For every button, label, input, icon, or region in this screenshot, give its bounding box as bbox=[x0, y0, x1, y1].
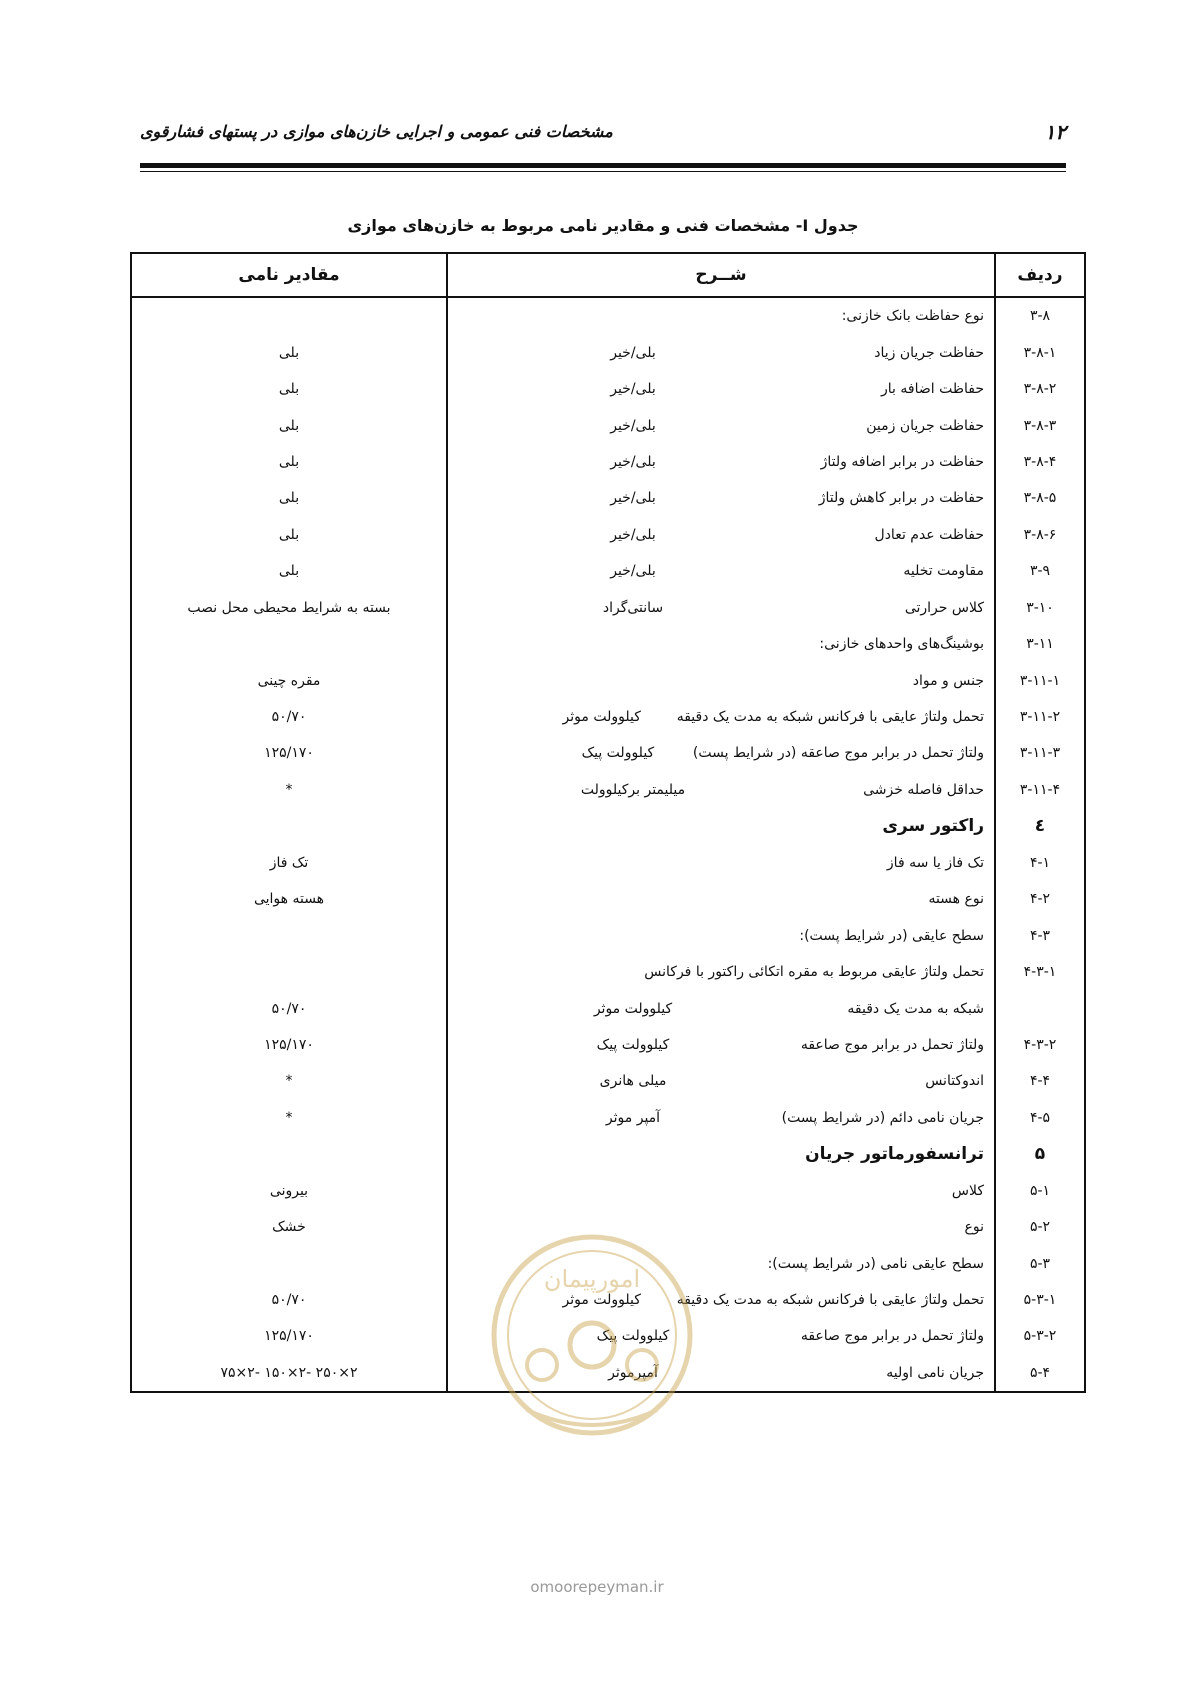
row-value: ۵۰/۷۰ bbox=[131, 699, 447, 735]
table-row bbox=[131, 662, 1085, 698]
table-row bbox=[131, 334, 1085, 370]
row-description: نوع حفاظت بانک خازنی: bbox=[841, 308, 984, 325]
row-description: اندوکتانس bbox=[925, 1073, 984, 1090]
header-description: شــرح bbox=[447, 253, 995, 297]
row-number: ۴-۵ bbox=[995, 1100, 1085, 1136]
table-row bbox=[131, 626, 1085, 662]
row-description: ولتاژ تحمل در برابر موج صاعقه bbox=[800, 1036, 984, 1053]
row-number: ۳-۸-۶ bbox=[995, 517, 1085, 553]
table-row bbox=[131, 699, 1085, 735]
row-value bbox=[131, 626, 447, 662]
table-row bbox=[131, 1063, 1085, 1099]
table-row bbox=[131, 772, 1085, 808]
row-description-cell bbox=[447, 590, 995, 626]
row-value: بلی bbox=[131, 553, 447, 589]
row-description: کلاس bbox=[951, 1182, 984, 1199]
row-description: ترانسفورماتور جریان bbox=[805, 1144, 984, 1165]
row-number: ۴-۱ bbox=[995, 845, 1085, 881]
row-value: بلی bbox=[131, 517, 447, 553]
row-description: تحمل ولتاژ عایقی با فرکانس شبکه به مدت یک دقیقه bbox=[676, 709, 984, 726]
row-value: مقره چینی bbox=[131, 662, 447, 698]
row-description-cell bbox=[447, 1136, 995, 1172]
row-number: ۴-۴ bbox=[995, 1063, 1085, 1099]
row-unit: میلیمتر برکیلوولت bbox=[580, 781, 686, 798]
row-description: ولتاژ تحمل در برابر موج صاعقه bbox=[800, 1328, 984, 1345]
table-row bbox=[131, 553, 1085, 589]
row-number: ۳-۱۱ bbox=[995, 626, 1085, 662]
row-value: بلی bbox=[131, 480, 447, 516]
row-description-cell bbox=[447, 480, 995, 516]
row-value: ۵۰/۷۰ bbox=[131, 990, 447, 1026]
row-number: ۳-۱۱-۳ bbox=[995, 735, 1085, 771]
row-number: ۳-۸-۲ bbox=[995, 371, 1085, 407]
row-description: شبکه به مدت یک دقیقه bbox=[847, 1000, 984, 1017]
page-header bbox=[140, 120, 1066, 146]
row-description: جریان نامی اولیه bbox=[886, 1364, 984, 1381]
row-unit: بلی/خیر bbox=[610, 344, 656, 361]
row-value: ۱۲۵/۱۷۰ bbox=[131, 1027, 447, 1063]
row-unit: کیلوولت موثر bbox=[562, 1292, 641, 1309]
table-row bbox=[131, 1027, 1085, 1063]
row-value: بلی bbox=[131, 444, 447, 480]
row-description-cell bbox=[447, 334, 995, 370]
row-description: تحمل ولتاژ عایقی با فرکانس شبکه به مدت یک دقیقه bbox=[676, 1292, 984, 1309]
row-description-cell bbox=[447, 1100, 995, 1136]
row-value: بیرونی bbox=[131, 1173, 447, 1209]
header-rule-thick bbox=[140, 163, 1066, 168]
table-row bbox=[131, 371, 1085, 407]
page-number: ۱۲ bbox=[1044, 120, 1066, 144]
table-row bbox=[131, 954, 1085, 990]
row-value: هسته هوایی bbox=[131, 881, 447, 917]
table-section-row bbox=[131, 1136, 1085, 1172]
row-description: بوشینگ‌های واحدهای خازنی: bbox=[819, 636, 984, 653]
row-description-cell bbox=[447, 699, 995, 735]
row-description: سطح عایقی (در شرایط پست): bbox=[799, 927, 984, 944]
row-description: جریان نامی دائم (در شرایط پست) bbox=[781, 1109, 984, 1126]
row-description: حفاظت اضافه بار bbox=[881, 381, 984, 398]
table-row bbox=[131, 735, 1085, 771]
table-row bbox=[131, 917, 1085, 953]
running-title: مشخصات فنی عمومی و اجرایی خازن‌های موازی در پستهای فشارقوی bbox=[140, 122, 613, 141]
watermark-stamp bbox=[487, 1225, 697, 1450]
row-description: سطح عایقی نامی (در شرایط پست): bbox=[767, 1255, 984, 1272]
row-number: ٤ bbox=[995, 808, 1085, 844]
row-value bbox=[131, 1245, 447, 1281]
row-unit: آمپرموثر bbox=[608, 1364, 658, 1381]
row-value bbox=[131, 954, 447, 990]
row-unit: کیلوولت پیک bbox=[581, 745, 655, 762]
row-description-cell bbox=[447, 553, 995, 589]
table-row bbox=[131, 590, 1085, 626]
row-number: ۵-۲ bbox=[995, 1209, 1085, 1245]
row-description-cell bbox=[447, 662, 995, 698]
table-row bbox=[131, 480, 1085, 516]
row-number: ۳-۹ bbox=[995, 553, 1085, 589]
row-unit: کیلوولت موثر bbox=[562, 709, 641, 726]
row-number: ۳-۱۱-۲ bbox=[995, 699, 1085, 735]
row-description-cell bbox=[447, 407, 995, 443]
row-description: مقاومت تخلیه bbox=[903, 563, 984, 580]
row-description-cell bbox=[447, 1063, 995, 1099]
row-number: ۴-۳-۲ bbox=[995, 1027, 1085, 1063]
row-description-cell bbox=[447, 371, 995, 407]
row-unit: بلی/خیر bbox=[610, 417, 656, 434]
row-value: تک فاز bbox=[131, 845, 447, 881]
row-unit: کیلوولت موثر bbox=[593, 1000, 673, 1017]
row-unit: بلی/خیر bbox=[610, 563, 656, 580]
row-description-cell bbox=[447, 735, 995, 771]
row-description-cell bbox=[447, 1173, 995, 1209]
row-value bbox=[131, 297, 447, 334]
table-row bbox=[131, 297, 1085, 334]
row-number: ۳-۸-۵ bbox=[995, 480, 1085, 516]
row-description-cell bbox=[447, 808, 995, 844]
table-row bbox=[131, 1100, 1085, 1136]
row-value: خشک bbox=[131, 1209, 447, 1245]
row-unit: کیلوولت پیک bbox=[596, 1036, 670, 1053]
row-description-cell bbox=[447, 297, 995, 334]
row-value: بلی bbox=[131, 334, 447, 370]
row-description-cell bbox=[447, 881, 995, 917]
row-number: ۵-۳-۱ bbox=[995, 1282, 1085, 1318]
table-row bbox=[131, 444, 1085, 480]
row-value: * bbox=[131, 1063, 447, 1099]
row-number: ۳-۱۰ bbox=[995, 590, 1085, 626]
row-number: ۳-۸-۳ bbox=[995, 407, 1085, 443]
row-value: * bbox=[131, 1100, 447, 1136]
row-description: حفاظت عدم تعادل bbox=[874, 526, 984, 543]
row-unit: میلی هانری bbox=[599, 1073, 667, 1090]
row-description: تک فاز یا سه فاز bbox=[886, 854, 984, 871]
table-row bbox=[131, 845, 1085, 881]
header-row-no: ردیف bbox=[995, 253, 1085, 297]
row-number: ۳-۱۱-۱ bbox=[995, 662, 1085, 698]
row-value: ۱۲۵/۱۷۰ bbox=[131, 735, 447, 771]
row-number: ۴-۳ bbox=[995, 917, 1085, 953]
row-description-cell bbox=[447, 772, 995, 808]
row-value: بلی bbox=[131, 407, 447, 443]
row-number: ۳-۱۱-۴ bbox=[995, 772, 1085, 808]
row-description: تحمل ولتاژ عایقی مربوط به مقره اتکائی راکتور با فرکانس bbox=[644, 964, 984, 981]
row-description-cell bbox=[447, 1027, 995, 1063]
table-row bbox=[131, 990, 1085, 1026]
table-row bbox=[131, 517, 1085, 553]
row-number: ۵-۱ bbox=[995, 1173, 1085, 1209]
row-value: ۲×۲۵۰ -۲×۱۵۰ -۲×۷۵ bbox=[131, 1355, 447, 1392]
row-description-cell bbox=[447, 917, 995, 953]
row-number: ۵-۳ bbox=[995, 1245, 1085, 1281]
row-description: جنس و مواد bbox=[912, 672, 984, 689]
row-description-cell bbox=[447, 444, 995, 480]
row-value: * bbox=[131, 772, 447, 808]
row-description: حفاظت جریان زیاد bbox=[874, 344, 984, 361]
row-number: ۴-۳-۱ bbox=[995, 954, 1085, 990]
row-description: حداقل فاصله خزشی bbox=[863, 781, 984, 798]
row-unit: کیلوولت پیک bbox=[596, 1328, 670, 1345]
row-number: ۵ bbox=[995, 1136, 1085, 1172]
watermark-site: omoorepeyman.ir bbox=[530, 1578, 664, 1596]
row-number: ۳-۸-۱ bbox=[995, 334, 1085, 370]
row-value: بلی bbox=[131, 371, 447, 407]
row-unit: آمپر موثر bbox=[605, 1109, 661, 1126]
table-row bbox=[131, 407, 1085, 443]
header-values: مقادیر نامی bbox=[131, 253, 447, 297]
row-value: بسته به شرایط محیطی محل نصب bbox=[131, 590, 447, 626]
row-description: راکتور سری bbox=[882, 816, 984, 837]
row-number: ۵-۴ bbox=[995, 1355, 1085, 1392]
row-description-cell bbox=[447, 845, 995, 881]
row-description: نوع هسته bbox=[928, 891, 984, 908]
row-value bbox=[131, 1136, 447, 1172]
row-unit: بلی/خیر bbox=[610, 526, 656, 543]
row-value: ۵۰/۷۰ bbox=[131, 1282, 447, 1318]
row-number: ۳-۸ bbox=[995, 297, 1085, 334]
header-rule-thin bbox=[140, 171, 1066, 172]
row-value: ۱۲۵/۱۷۰ bbox=[131, 1318, 447, 1354]
row-value bbox=[131, 917, 447, 953]
row-description-cell bbox=[447, 990, 995, 1026]
row-description-cell bbox=[447, 626, 995, 662]
row-description: حفاظت در برابر کاهش ولتاژ bbox=[818, 490, 984, 507]
svg-text:امورپیمان: امورپیمان bbox=[543, 1265, 641, 1293]
row-description: حفاظت جریان زمین bbox=[866, 417, 984, 434]
table-row bbox=[131, 1173, 1085, 1209]
row-description-cell bbox=[447, 954, 995, 990]
row-description: حفاظت در برابر اضافه ولتاژ bbox=[820, 453, 984, 470]
table-section-row bbox=[131, 808, 1085, 844]
table-row bbox=[131, 881, 1085, 917]
row-unit: بلی/خیر bbox=[610, 453, 656, 470]
row-unit: بلی/خیر bbox=[610, 490, 656, 507]
table-header-row bbox=[131, 253, 1085, 297]
row-unit: سانتی‌گراد bbox=[602, 599, 664, 616]
row-unit: بلی/خیر bbox=[610, 381, 656, 398]
table-caption: جدول I- مشخصات فنی و مقادیر نامی مربوط به خازن‌های موازی bbox=[347, 216, 859, 235]
row-description: ولتاژ تحمل در برابر موج صاعقه (در شرایط پست) bbox=[692, 745, 984, 762]
row-number: ۳-۸-۴ bbox=[995, 444, 1085, 480]
row-value bbox=[131, 808, 447, 844]
row-description: کلاس حرارتی bbox=[904, 599, 984, 616]
row-number: ۵-۳-۲ bbox=[995, 1318, 1085, 1354]
row-number bbox=[995, 990, 1085, 1026]
row-description: نوع bbox=[964, 1219, 984, 1236]
row-description-cell bbox=[447, 517, 995, 553]
specs-table bbox=[130, 252, 1086, 1393]
row-number: ۴-۲ bbox=[995, 881, 1085, 917]
